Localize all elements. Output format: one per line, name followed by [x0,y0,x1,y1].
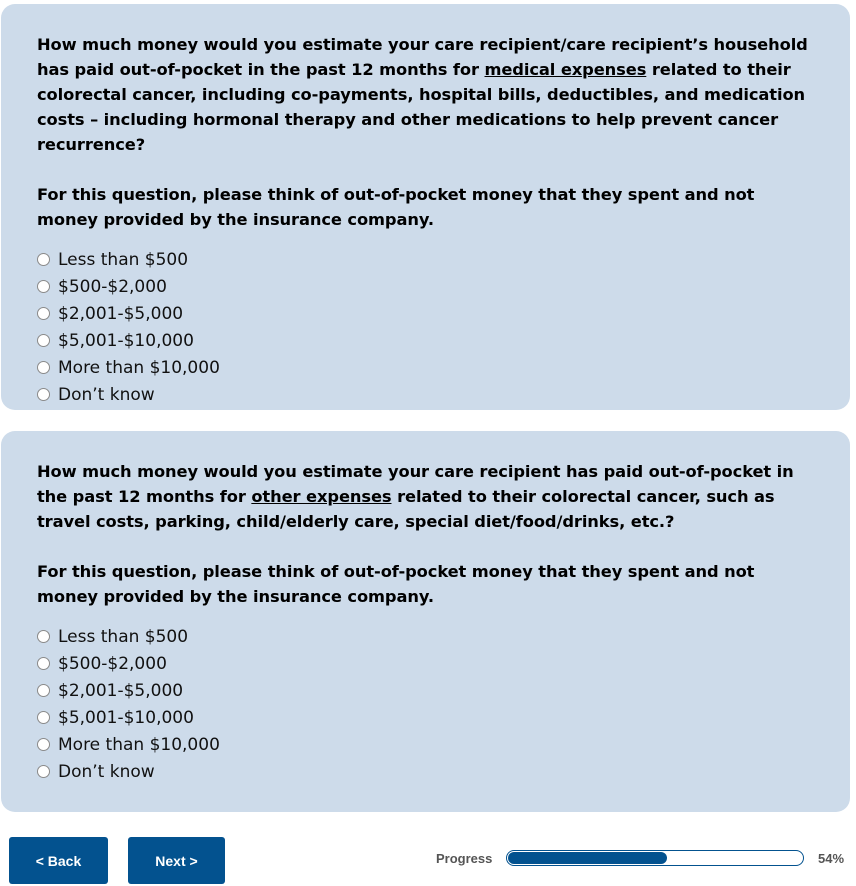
option-label: $2,001-$5,000 [58,303,184,324]
option-5001-10000[interactable] [37,327,820,354]
question-text [37,459,820,534]
option-label: Don’t know [58,384,155,405]
radio-group [37,623,820,785]
progress-bar [506,850,804,866]
question-card-other-expenses [1,431,850,812]
back-button[interactable]: < Back [9,837,108,884]
question-text-part: How much money would you estimate your care recipient/care recipient’s household has paid out-of-pocket in the past 12 months for [37,35,808,79]
question-text-part: How much money would you estimate your care recipient has paid out-of-pocket in the past 12 months for [37,462,794,506]
option-5001-10000[interactable] [37,704,820,731]
radio-button[interactable] [37,280,50,293]
radio-button[interactable] [37,307,50,320]
radio-button[interactable] [37,253,50,266]
question-emphasis: other expenses [251,487,392,506]
option-label: More than $10,000 [58,734,220,755]
option-500-2000[interactable] [37,650,820,677]
question-note: For this question, please think of out-of-pocket money that they spent and not money provided by the insurance company. [37,562,755,606]
option-more-than-10000[interactable] [37,731,820,758]
radio-group [37,246,820,408]
question-text-part: related to their colorectal cancer, such as travel costs, parking, child/elderly care, special diet/food/drinks, etc.? [37,487,775,531]
question-note: For this question, please think of out-of-pocket money that they spent and not money provided by the insurance company. [37,185,755,229]
radio-button[interactable] [37,684,50,697]
option-label: Less than $500 [58,626,189,647]
question-text-part: related to their colorectal cancer, including co-payments, hospital bills, deductibles, and medication costs – including hormonal therapy and other medications to help prevent cancer recurrence? [37,60,806,154]
radio-button[interactable] [37,711,50,724]
option-dont-know[interactable] [37,381,820,408]
option-label: $2,001-$5,000 [58,680,184,701]
option-label: $500-$2,000 [58,276,167,297]
radio-button[interactable] [37,334,50,347]
progress-percent: 54% [818,851,845,866]
option-label: $5,001-$10,000 [58,707,194,728]
option-dont-know[interactable] [37,758,820,785]
option-less-than-500[interactable] [37,623,820,650]
option-label: Less than $500 [58,249,189,270]
radio-button[interactable] [37,738,50,751]
next-button[interactable]: Next > [128,837,225,884]
radio-button[interactable] [37,765,50,778]
question-card-medical-expenses [1,4,850,410]
option-label: More than $10,000 [58,357,220,378]
question-text [37,32,820,157]
option-less-than-500[interactable] [37,246,820,273]
radio-button[interactable] [37,388,50,401]
option-more-than-10000[interactable] [37,354,820,381]
question-emphasis: medical expenses [484,60,647,79]
option-2001-5000[interactable] [37,300,820,327]
option-2001-5000[interactable] [37,677,820,704]
option-500-2000[interactable] [37,273,820,300]
progress-fill [508,852,667,864]
progress-label: Progress [436,851,493,866]
option-label: $5,001-$10,000 [58,330,194,351]
option-label: $500-$2,000 [58,653,167,674]
option-label: Don’t know [58,761,155,782]
radio-button[interactable] [37,657,50,670]
radio-button[interactable] [37,630,50,643]
radio-button[interactable] [37,361,50,374]
